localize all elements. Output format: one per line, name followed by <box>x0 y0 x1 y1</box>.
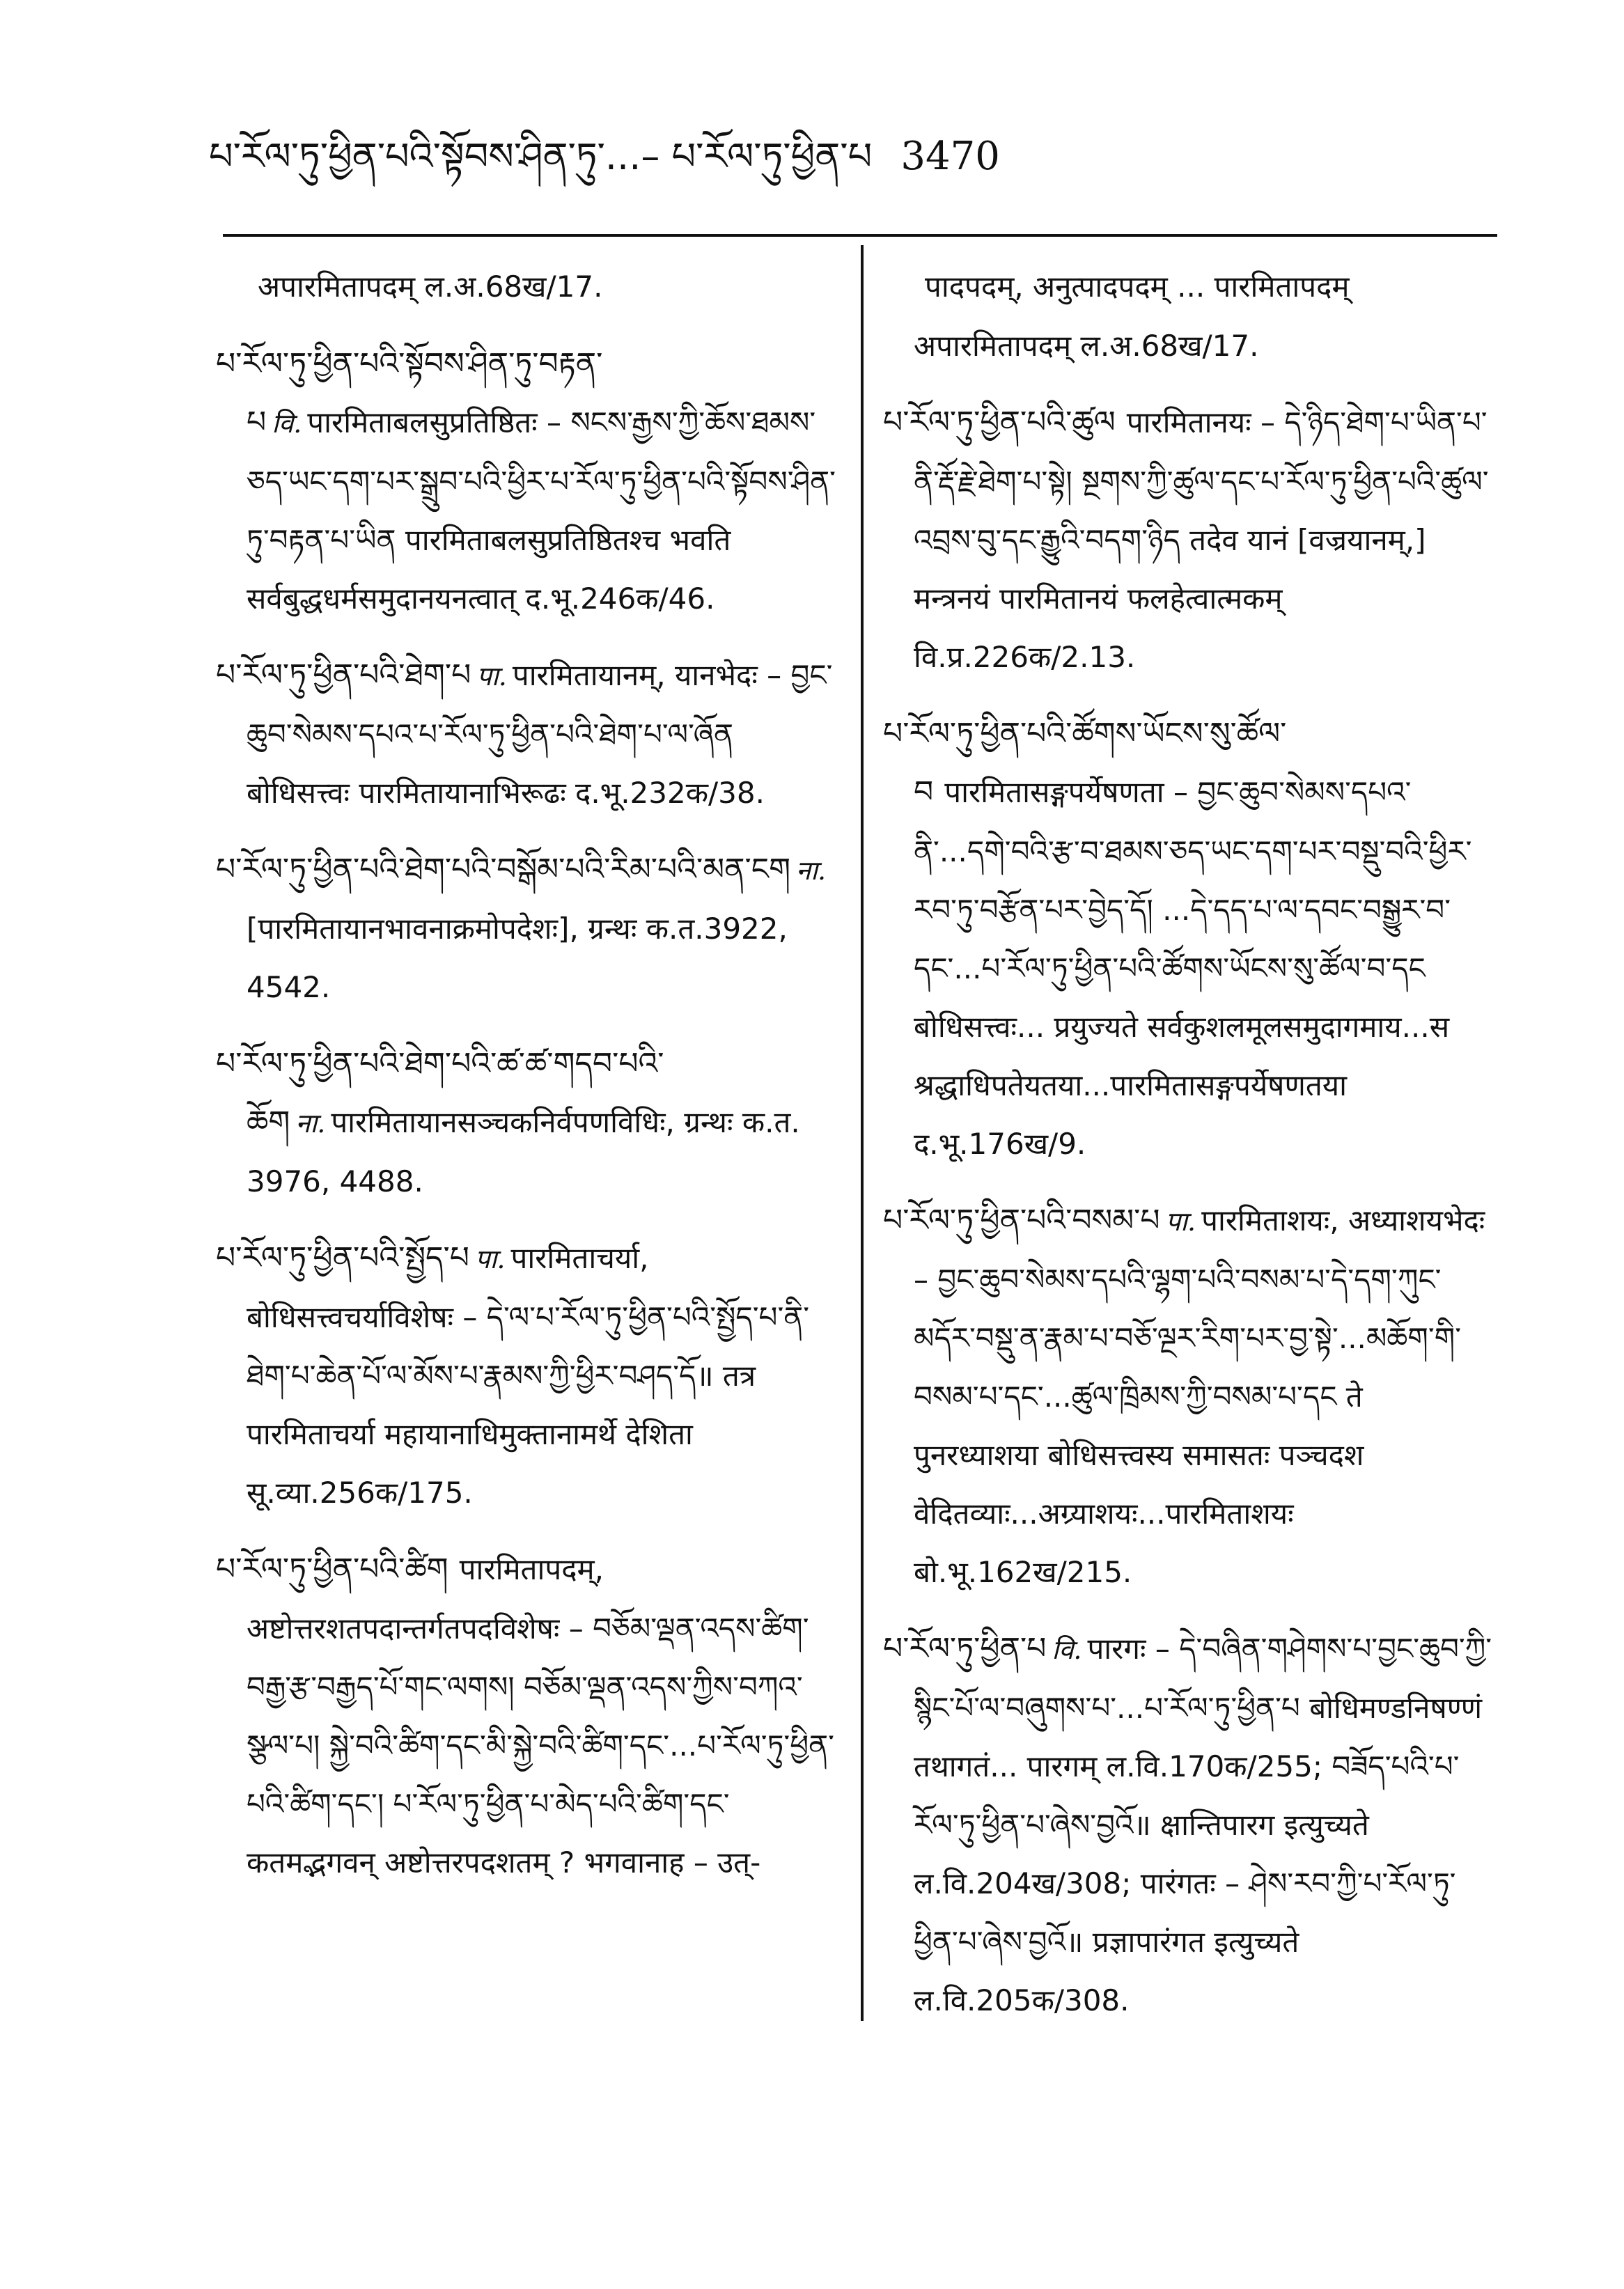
entry-headword: པ་རོལ་ཏུ་ཕྱིན་པ <box>883 1631 1047 1666</box>
entry-definition: पारमिताबलसुप्रतिष्ठितः – སངས་རྒྱས་ཀྱི་ཆོས་ཐམས་ཅད་ཡང་དག་པར་སྒྲུབ་པའི་ཕྱིར་པ་རོལ་ཏུ་ཕྱིན་པའི་སྟོབས་ཤིན་ཏུ་བརྟན་པ་ཡིན पारमिताबलसुप्रतिष्ठितश्च भवति सर्वबुद्धधर्मसमुदानयनत्वात् द.भू.246क/46. <box>247 405 836 616</box>
entry-headword: པ་རོལ་ཏུ་ཕྱིན་པའི་ཚུལ <box>883 405 1116 440</box>
entry-headword: པ་རོལ་ཏུ་ཕྱིན་པའི་བསམ་པ <box>883 1203 1160 1238</box>
entry-grammar-tag: ना. <box>796 855 827 886</box>
entry-headword: པ་རོལ་ཏུ་ཕྱིན་པའི་ཐེག་པའི་ཚ་ཚ་གདབ་པའི་ཆོག <box>216 1046 664 1140</box>
right-column <box>883 258 1496 2048</box>
entry-grammar-tag: वि. <box>1052 1634 1082 1665</box>
dictionary-entry <box>883 1620 1496 2030</box>
dictionary-entry <box>216 1035 839 1211</box>
dictionary-entry <box>216 1229 839 1522</box>
entry-headword: པ་རོལ་ཏུ་ཕྱིན་པའི་ཐེག་པ <box>216 657 471 693</box>
dictionary-entry <box>883 1192 1496 1602</box>
entry-definition: अपारमितापदम् ल.अ.68ख/17. <box>258 269 603 304</box>
entry-definition: पारमितायानसञ्चकनिर्वपणविधिः, ग्रन्थः क.त. 3976, 4488. <box>247 1105 800 1198</box>
dictionary-entry <box>216 1540 839 1892</box>
entry-definition: पारगः – དེ་བཞིན་གཤེགས་པ་བྱང་ཆུབ་ཀྱི་སྙིང་པོ་ལ་བཞུགས་པ་...པ་རོལ་ཏུ་ཕྱིན་པ बोधिमण्डनिषण्णं तथागतं... पारगम् ल.वि.170क/255; བཟོད་པའི་པ་རོལ་ཏུ་ཕྱིན་པ་ཞེས་བྱའོ॥ क्षान्तिपारग इत्युच्यते ल.वि.204ख/308; पारंगतः – ཤེས་རབ་ཀྱི་པ་རོལ་ཏུ་ཕྱིན་པ་ཞེས་བྱའོ॥ प्रज्ञापारंगत इत्युच्यते ल.वि.205क/308. <box>914 1632 1492 2017</box>
dictionary-entry <box>216 646 839 822</box>
dictionary-entry <box>216 335 839 628</box>
running-header <box>209 118 1254 195</box>
dictionary-entry <box>883 705 1496 1173</box>
left-column <box>216 258 839 1910</box>
entry-definition: पारमिताचर्या, बोधिसत्त्वचर्याविशेषः – དེ་ལ་པ་རོལ་ཏུ་ཕྱིན་པའི་སྤྱོད་པ་ནི་ཐེག་པ་ཆེན་པོ་ལ་མོས་པ་རྣམས་ཀྱི་ཕྱིར་བཤད་དོ॥ तत्र पारमिताचर्या महायानाधिमुक्तानामर्थे देशिता सू.व्या.256क/175. <box>247 1241 810 1510</box>
entry-definition: पारमिताशयः, अध्याशयभेदः – བྱང་ཆུབ་སེམས་དཔའི་ལྷག་པའི་བསམ་པ་དེ་དག་ཀུང་མདོར་བསྡུ་ན་རྣམ་པ་བཅོ་ལྔར་རིག་པར་བྱ་སྟེ་...མཆོག་གི་བསམ་པ་དང་...ཚུལ་ཁྲིམས་ཀྱི་བསམ་པ་དང ते पुनरध्याशया बोधिसत्त्वस्य समासतः पञ्चदश वेदितव्याः...अग्र्याशयः...पारमिताशयः बो.भू.162ख/215. <box>914 1203 1485 1589</box>
entry-definition: पारमितानयः – དེ་ཉིད་ཐེག་པ་ཡིན་པ་ནི་རྡོ་རྗེ་ཐེག་པ་སྟེ། སྔགས་ཀྱི་ཚུལ་དང་པ་རོལ་ཏུ་ཕྱིན་པའི་ཚུལ་འབྲས་བུ་དང་རྒྱུའི་བདག་ཉིད तदेव यानं [वज्रयानम्,] मन्त्रनयं पारमितानयं फलहेत्वात्मकम् वि.प्र.226क/2.13. <box>914 405 1489 674</box>
entry-headword: པ་རོལ་ཏུ་ཕྱིན་པའི་སྤྱོད་པ <box>216 1240 469 1276</box>
dictionary-entry <box>883 258 1496 375</box>
entry-definition: पारमितापदम्, अष्टोत्तरशतपदान्तर्गतपदविशेषः – བཅོམ་ལྡན་འདས་ཚིག་བརྒྱ་རྩ་བརྒྱད་པོ་གང་ལགས། བཅོམ་ལྡན་འདས་ཀྱིས་བཀའ་སྩལ་པ། སྐྱེ་བའི་ཚིག་དང་མི་སྐྱེ་བའི་ཚིག་དང་...པ་རོལ་ཏུ་ཕྱིན་པའི་ཚིག་དང་། པ་རོལ་ཏུ་ཕྱིན་པ་མེད་པའི་ཚིག་དང་ कतमद्भगवन् अष्टोत्तरपदशतम् ? भगवानाह – उत्- <box>247 1552 834 1880</box>
entry-grammar-tag: ना. <box>295 1108 326 1139</box>
entry-definition: [पारमितायानभावनाक्रमोपदेशः], ग्रन्थः क.त.3922, 4542. <box>247 912 788 1004</box>
entry-definition: पारमितासङ्गपर्येषणता – བྱང་ཆུབ་སེམས་དཔའ་ནི་...དགེ་བའི་རྩ་བ་ཐམས་ཅད་ཡང་དག་པར་བསྡུ་བའི་ཕྱིར་རབ་ཏུ་བརྩོན་པར་བྱེད་དོ། ...དེ་དད་པ་ལ་དབང་བསྒྱུར་བ་དང་...པ་རོལ་ཏུ་ཕྱིན་པའི་ཚོགས་ཡོངས་སུ་ཚོལ་བ་དང बोधिसत्त्वः... प्रयुज्यते सर्वकुशलमूलसमुदागमाय...स श्रद्धाधिपतेयतया...पारमितासङ्गपर्येषणतया द.भू.176ख/9. <box>914 775 1472 1161</box>
entry-grammar-tag: वि. <box>272 408 302 439</box>
entry-definition: पारमितायानम्, यानभेदः – བྱང་ཆུབ་སེམས་དཔའ་པ་རོལ་ཏུ་ཕྱིན་པའི་ཐེག་པ་ལ་ཞོན बोधिसत्त्वः पारमितायानाभिरूढः द.भू.232क/38. <box>247 658 833 810</box>
entry-headword: པ་རོལ་ཏུ་ཕྱིན་པའི་སྟོབས་ཤིན་ཏུ་བརྟན་པ <box>216 346 603 440</box>
entry-grammar-tag: पा. <box>1165 1206 1196 1237</box>
entry-headword: པ་རོལ་ཏུ་ཕྱིན་པའི་ཚོགས་ཡོངས་སུ་ཚོལ་བ <box>883 716 1287 810</box>
entry-headword: པ་རོལ་ཏུ་ཕྱིན་པའི་ཚིག <box>216 1552 448 1587</box>
entry-headword: པ་རོལ་ཏུ་ཕྱིན་པའི་ཐེག་པའི་བསྒོམ་པའི་རིམ་པའི་མན་ངག <box>216 852 791 887</box>
entry-grammar-tag: पा. <box>474 1244 506 1274</box>
header-rule <box>223 234 1497 237</box>
header-title: པ་རོལ་ཏུ་ཕྱིན་པའི་སྟོབས་ཤིན་ཏུ་...– པ་རོལ་ཏུ་ཕྱིན་པ <box>209 134 873 178</box>
column-divider <box>861 245 864 2021</box>
dictionary-entry <box>216 258 839 317</box>
dictionary-entry <box>216 841 839 1017</box>
dictionary-entry <box>883 393 1496 687</box>
entry-definition: पादपदम्, अनुत्पादपदम् ... पारमितापदम् अपारमितापदम् ल.अ.68ख/17. <box>914 269 1350 363</box>
page-number: 3470 <box>900 134 1000 179</box>
entry-grammar-tag: पा. <box>476 661 507 692</box>
